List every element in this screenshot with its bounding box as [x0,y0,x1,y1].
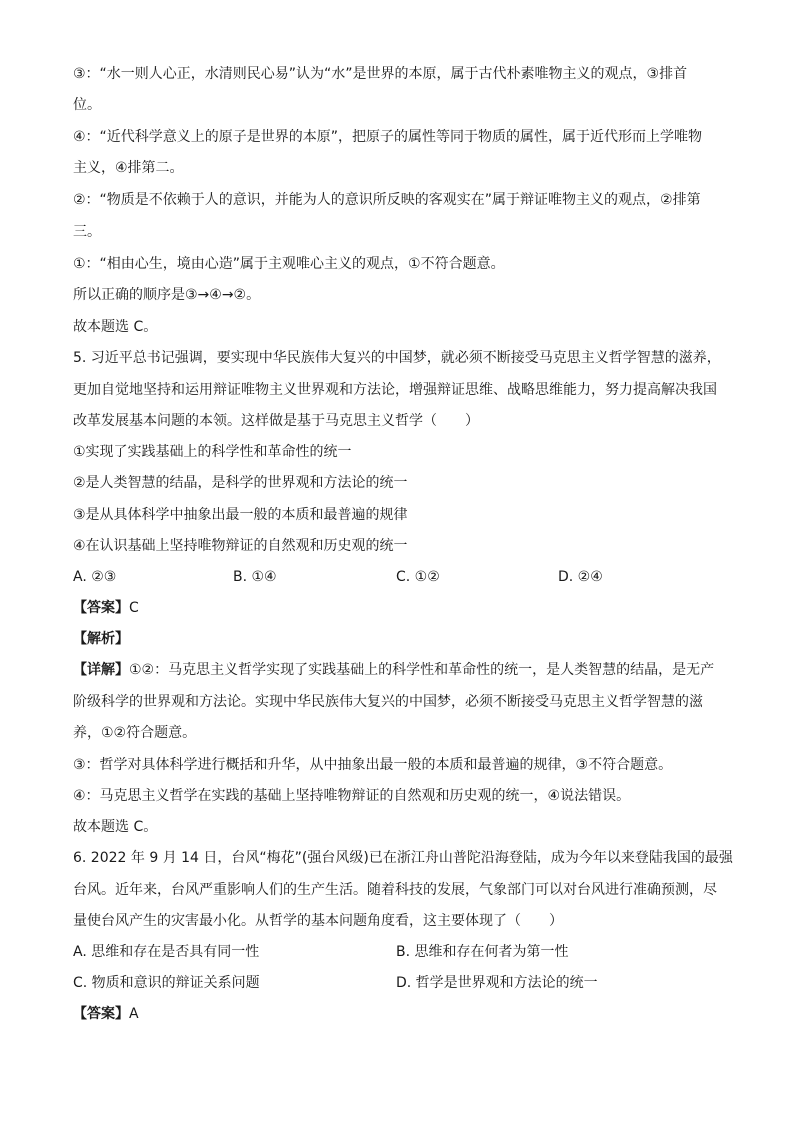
question-5-stem: 5. 习近平总书记强调，要实现中华民族伟大复兴的中国梦，就必须不断接受马克思主义哲学智慧的滋养， [73,350,721,366]
q6-option-d: D. 哲学是世界观和方法论的统一 [396,975,598,991]
detail-tag: 【详解】 [73,662,129,678]
answer-tag: 【答案】 [73,600,129,616]
q5-option-c: C. ①② [396,569,440,585]
analysis-line: 故本题选 C。 [73,819,158,835]
question-6-stem: 6. 2022 年 9 月 14 日，台风“梅花”(强台风级)已在浙江舟山普陀沿海登陆，成为今年以来登陆我国的最强 [73,850,733,866]
question-5-stem: 改革发展基本问题的本领。这样做是基于马克思主义哲学（ ） [73,413,479,429]
analysis-line: 阶级科学的世界观和方法论。实现中华民族伟大复兴的中国梦，必须不断接受马克思主义哲学智慧的滋 [73,694,703,710]
analysis-heading: 【解析】 [73,631,129,647]
q6-option-a: A. 思维和存在是否具有同一性 [73,944,260,960]
text-line: 位。 [73,97,101,113]
question-5-statement: ③是从具体科学中抽象出最一般的本质和最普遍的规律 [73,507,408,523]
analysis-line: 养，①②符合题意。 [73,725,197,741]
text-line: ②：“物质是不依赖于人的意识，并能为人的意识所反映的客观实在”属于辩证唯物主义的观点，②排第 [73,192,701,208]
q5-option-a: A. ②③ [73,569,117,585]
analysis-line: 【详解】①②：马克思主义哲学实现了实践基础上的科学性和革命性的统一，是人类智慧的结晶，是无产 [73,662,715,678]
q6-option-b: B. 思维和存在何者为第一性 [396,944,569,960]
q5-answer [73,598,139,618]
answer-value: A [129,1006,139,1022]
text-line: 主义，④排第二。 [73,160,184,176]
text-line: ④：“近代科学意义上的原子是世界的本原”，把原子的属性等同于物质的属性，属于近代形而上学唯物 [73,129,703,145]
answer-value: C [129,600,139,616]
question-5-stem: 更加自觉地坚持和运用辩证唯物主义世界观和方法论，增强辩证思维、战略思维能力，努力提高解决我国 [73,382,717,398]
q6-answer [73,1004,139,1024]
q5-option-d: D. ②④ [558,569,603,585]
text-line: 所以正确的顺序是③→④→②。 [73,287,261,303]
text-line: 故本题选 C。 [73,319,158,335]
question-6-stem: 台风。近年来，台风严重影响人们的生产生活。随着科技的发展，气象部门可以对台风进行准确预测，尽 [73,882,717,898]
text-line: ③：“水一则人心正，水清则民心易”认为“水”是世界的本原，属于古代朴素唯物主义的观点，③排首 [73,66,688,82]
q5-option-b: B. ①④ [233,569,277,585]
answer-tag: 【答案】 [73,1006,129,1022]
question-5-statement: ②是人类智慧的结晶，是科学的世界观和方法论的统一 [73,475,408,491]
text-line: 三。 [73,224,101,240]
analysis-line: ④：马克思主义哲学在实践的基础上坚持唯物辩证的自然观和历史观的统一，④说法错误。 [73,788,631,804]
question-6-stem: 量使台风产生的灾害最小化。从哲学的基本问题角度看，这主要体现了（ ） [73,913,563,929]
question-5-statement: ①实现了实践基础上的科学性和革命性的统一 [73,444,352,460]
q6-option-c: C. 物质和意识的辩证关系问题 [73,975,260,991]
question-5-statement: ④在认识基础上坚持唯物辩证的自然观和历史观的统一 [73,538,408,554]
text-line: ①：“相由心生，境由心造”属于主观唯心主义的观点，①不符合题意。 [73,256,505,272]
analysis-line: ③：哲学对具体科学进行概括和升华，从中抽象出最一般的本质和最普遍的规律，③不符合题意。 [73,757,673,773]
